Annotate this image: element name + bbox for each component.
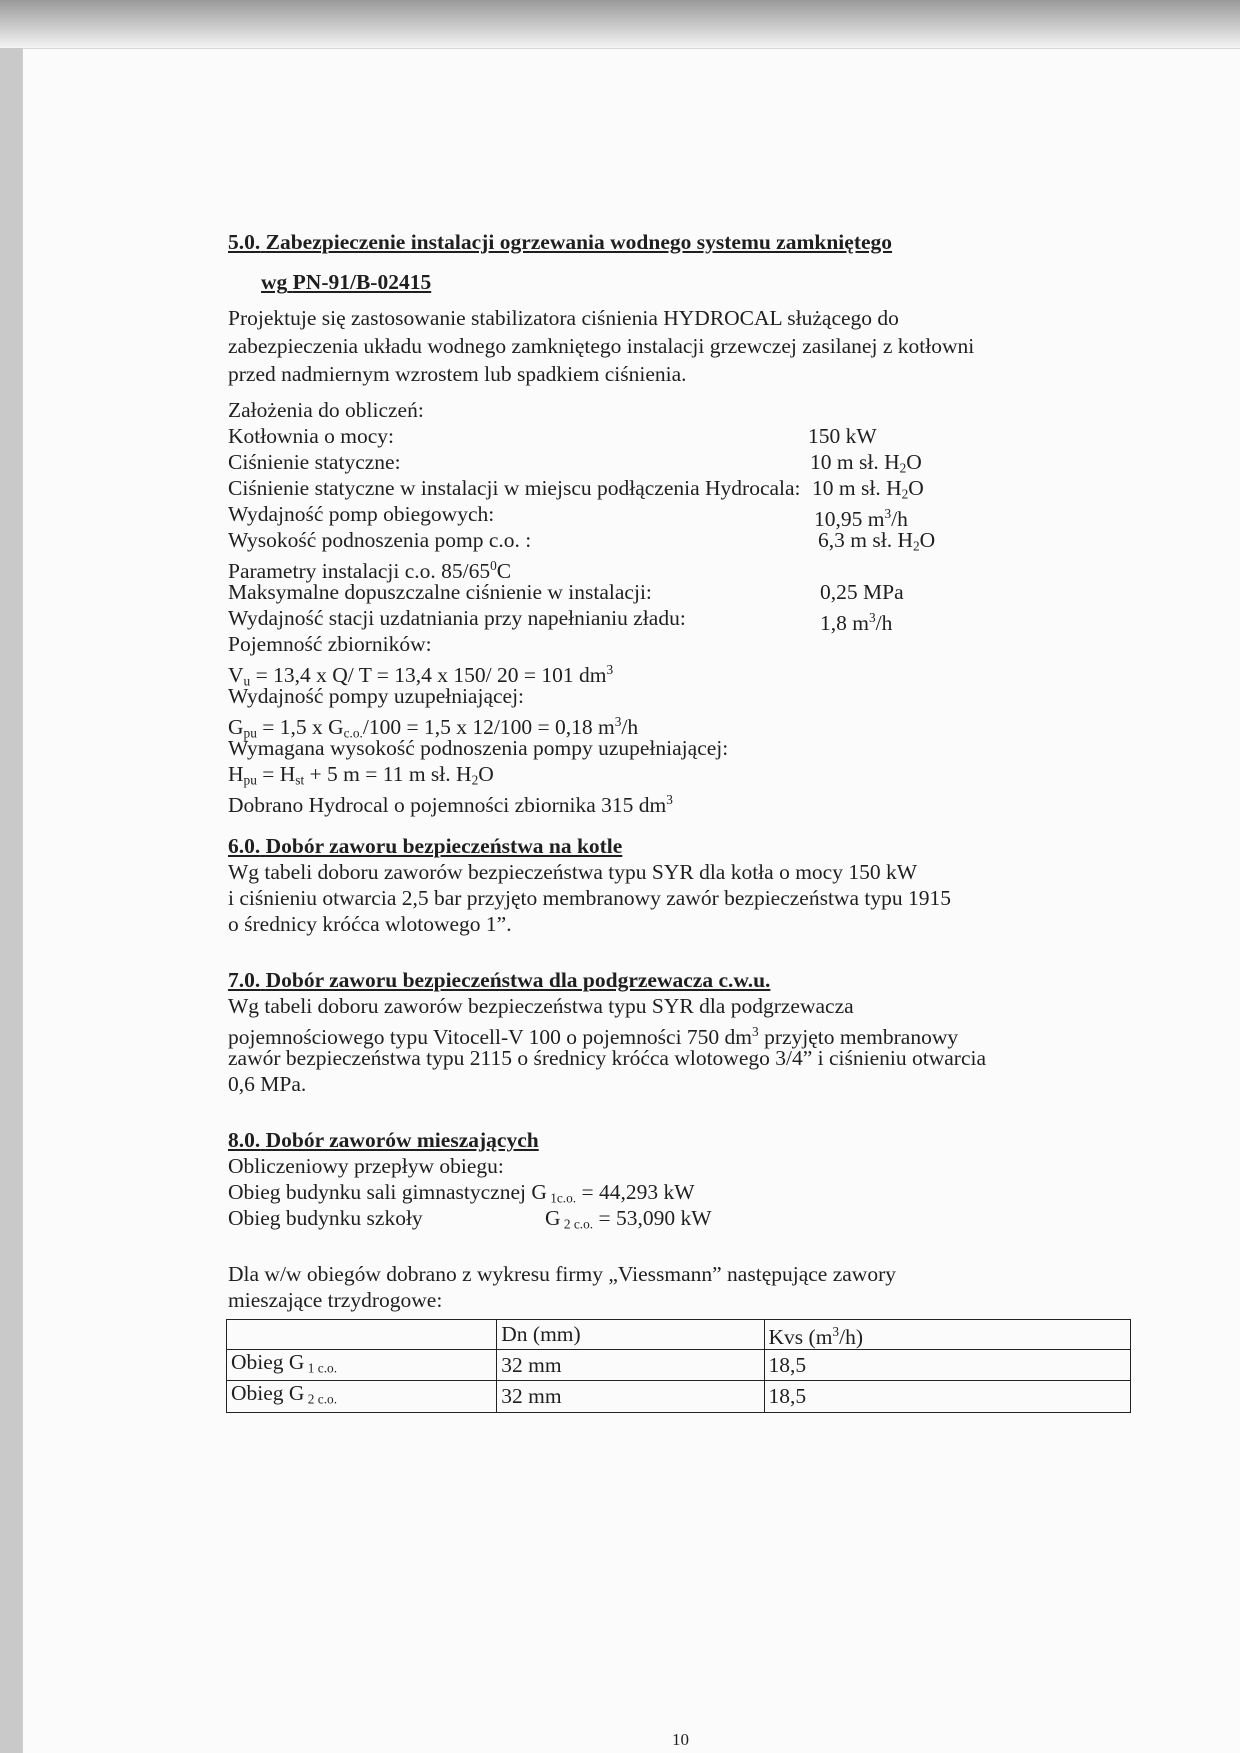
section-5-para-line: zabezpieczenia układu wodnego zamkniętego instalacji grzewczej zasilanej z kotłowni xyxy=(228,334,975,358)
formula-row: $V_u = 13,4$ x Q/ T = 13,4 x 150/ 20 = 101 $dm^3$ xyxy=(228,662,614,689)
document-page: 5.0. Zabezpieczenie instalacji ogrzewania wodnego systemu zamkniętego wg PN-91/B-02415 Projektuje się zastosowanie stabilizatora ciśnienia HYDROCAL służącego do zabezpieczenia układu wodnego zamkniętego instalacji grzewczej zasilanej z kotłowni przed nadmiernym wzrostem lub spadkiem ciśnienia. Założenia do obliczeń: Kotłownia o mocy: 150 kW Ciśnienie statyczne: 10 m sł. $H_2O$ Ciśnienie statyczne w instalacji w miejscu podłączenia Hydrocala: 10 m sł. $H_2O$ Wydajność pomp obiegowych: 10,95 $m^3/h$ Wysokość podnoszenia pomp c.o. : 6,3 m sł. $H_2O$ Parametry instalacji c.o. $85/65^0C$ Maksymalne dopuszczalne ciśnienie w instalacji: 0,25 MPa Wydajność stacji uzdatniania przy napełnianiu zładu: 1,8 $m^3/h$ Pojemność zbiorników: $V_u = 13,4$ x Q/ T = 13,4 x 150/ 20 = 101 $dm^3$ Wydajność pompy uzupełniającej: $G_{pu} = 1,5$ x $G_{c.o.}/100 = 1,5$ x 12/100 = 0,18 $m^3/h$ Wymagana wysokość podnoszenia pompy uzupełniającej: $H_{pu} = H_{st} + 5$ m = 11 m sł. $H_2O$ Dobrano Hydrocal o pojemności zbiornika 315 $dm^3$ 6.0. Dobór zaworu bezpieczeństwa na kotle Wg tabeli doboru zaworów bezpieczeństwa typu SYR dla kotła o mocy 150 kW i ciśnieniu otwarcia 2,5 bar przyjęto membranowy zawór bezpieczeństwa typu 1915 o średnicy króćca wlotowego 1”. 7.0. Dobór zaworu bezpieczeństwa dla podgrzewacza c.w.u. Wg tabeli doboru zaworów bezpieczeństwa typu SYR dla podgrzewacza pojemnościowego typu Vitocell-V 100 o pojemności 750 $dm^3$ przyjęto membranowy zawór bezpieczeństwa typu 2115 o średnicy króćca wlotowego 3/4” i ciśnieniu otwarcia 0,6 MPa. 8.0. Dobór zaworów mieszających Obliczeniowy przepływ obiegu: Obieg budynku sali gimnastycznej G $_{1c.o.}$ = 44,293 kW Obieg budynku szkoły G $_{2 c.o.}$ = 53,090 kW Dla w/w obiegów dobrano z wykresu firmy „Viessmann” następujące zawory mieszające trzydrogowe: Dn (mm) Kvs $(m^3/h)$ Obieg G $_{1 c.o.}$ 32 mm 18,5 Obieg G $_{2 c.o.}$ 32 mm 18,5 xyxy=(22,48,1240,1753)
section-7-line: zawór bezpieczeństwa typu 2115 o średnicy króćca wlotowego 3/4” i ciśnieniu otwarcia xyxy=(228,1046,987,1070)
table-cell: 32 mm xyxy=(497,1349,764,1380)
section-5-subtitle-prefix: wg xyxy=(261,270,288,294)
flow-row-1: Obieg budynku sali gimnastycznej G $_{1c.o.}$ = 44,293 kW xyxy=(228,1180,695,1206)
section-5-heading xyxy=(228,229,892,255)
table-cell: 18,5 xyxy=(764,1349,1130,1380)
table-row xyxy=(227,1349,1131,1380)
assumption-row: Wydajność pompy uzupełniającej: xyxy=(228,684,525,708)
table-header-cell: Dn (mm) xyxy=(497,1320,764,1350)
section-6-line: i ciśnieniu otwarcia 2,5 bar przyjęto membranowy zawór bezpieczeństwa typu 1915 xyxy=(228,886,951,910)
mixing-valves-table xyxy=(226,1319,1131,1413)
table-cell: 18,5 xyxy=(764,1381,1130,1412)
assumption-row: Parametry instalacji c.o. $85/65^0C$ xyxy=(228,558,512,583)
section-7-line: 0,6 MPa. xyxy=(228,1072,307,1096)
formula-row: $G_{pu} = 1,5$ x $G_{c.o.}/100 = 1,5$ x 12/100 = 0,18 $m^3/h$ xyxy=(228,714,639,741)
table-cell: Obieg G $_{2 c.o.}$ xyxy=(227,1381,497,1412)
table-header-row xyxy=(227,1320,1131,1350)
section-6-line: o średnicy króćca wlotowego 1”. xyxy=(228,912,512,936)
section-7-heading: 7.0. Dobór zaworu bezpieczeństwa dla podgrzewacza c.w.u. xyxy=(228,968,771,992)
section-5-number: 5.0. xyxy=(228,230,261,254)
scan-edge-shadow xyxy=(0,0,1240,48)
section-5-subtitle xyxy=(228,269,431,295)
assumption-row: Wymagana wysokość podnoszenia pompy uzupełniającej: xyxy=(228,736,729,760)
assumption-row: Dobrano Hydrocal o pojemności zbiornika 315 $dm^3$ xyxy=(228,792,673,817)
table-header-cell xyxy=(227,1320,497,1350)
section-6-line: Wg tabeli doboru zaworów bezpieczeństwa typu SYR dla kotła o mocy 150 kW xyxy=(228,860,918,884)
valves-intro-line: Dla w/w obiegów dobrano z wykresu firmy „Viessmann” następujące zawory xyxy=(228,1262,896,1286)
section-7-line: Wg tabeli doboru zaworów bezpieczeństwa typu SYR dla podgrzewacza xyxy=(228,994,854,1018)
assumption-row: Pojemność zbiorników: xyxy=(228,632,432,656)
formula-row: $H_{pu} = H_{st} + 5$ m = 11 m sł. $H_2O$ xyxy=(228,762,494,788)
table-row xyxy=(227,1381,1131,1412)
section-6-heading: 6.0. Dobór zaworu bezpieczeństwa na kotle xyxy=(228,834,623,858)
flow-heading: Obliczeniowy przepływ obiegu: xyxy=(228,1154,504,1178)
table-header-cell: Kvs $(m^3/h)$ xyxy=(764,1320,1130,1350)
section-5-para-line: przed nadmiernym wzrostem lub spadkiem ciśnienia. xyxy=(228,362,687,386)
section-8-heading: 8.0. Dobór zaworów mieszających xyxy=(228,1128,539,1152)
assumptions-heading: Założenia do obliczeń: xyxy=(228,398,424,422)
section-7-line: pojemnościowego typu Vitocell-V 100 o pojemności 750 $dm^3$ przyjęto membranowy xyxy=(228,1024,959,1049)
section-5-subtitle-norm: PN-91/B-02415 xyxy=(292,270,432,294)
table-cell: 32 mm xyxy=(497,1381,764,1412)
section-5-title: Zabezpieczenie instalacji ogrzewania wodnego systemu zamkniętego xyxy=(265,230,893,254)
page-number: 10 xyxy=(672,1730,689,1749)
section-5-para-line: Projektuje się zastosowanie stabilizatora ciśnienia HYDROCAL służącego do xyxy=(228,306,899,330)
table-cell: Obieg G $_{1 c.o.}$ xyxy=(227,1349,497,1380)
valves-intro-line: mieszające trzydrogowe: xyxy=(228,1288,443,1312)
